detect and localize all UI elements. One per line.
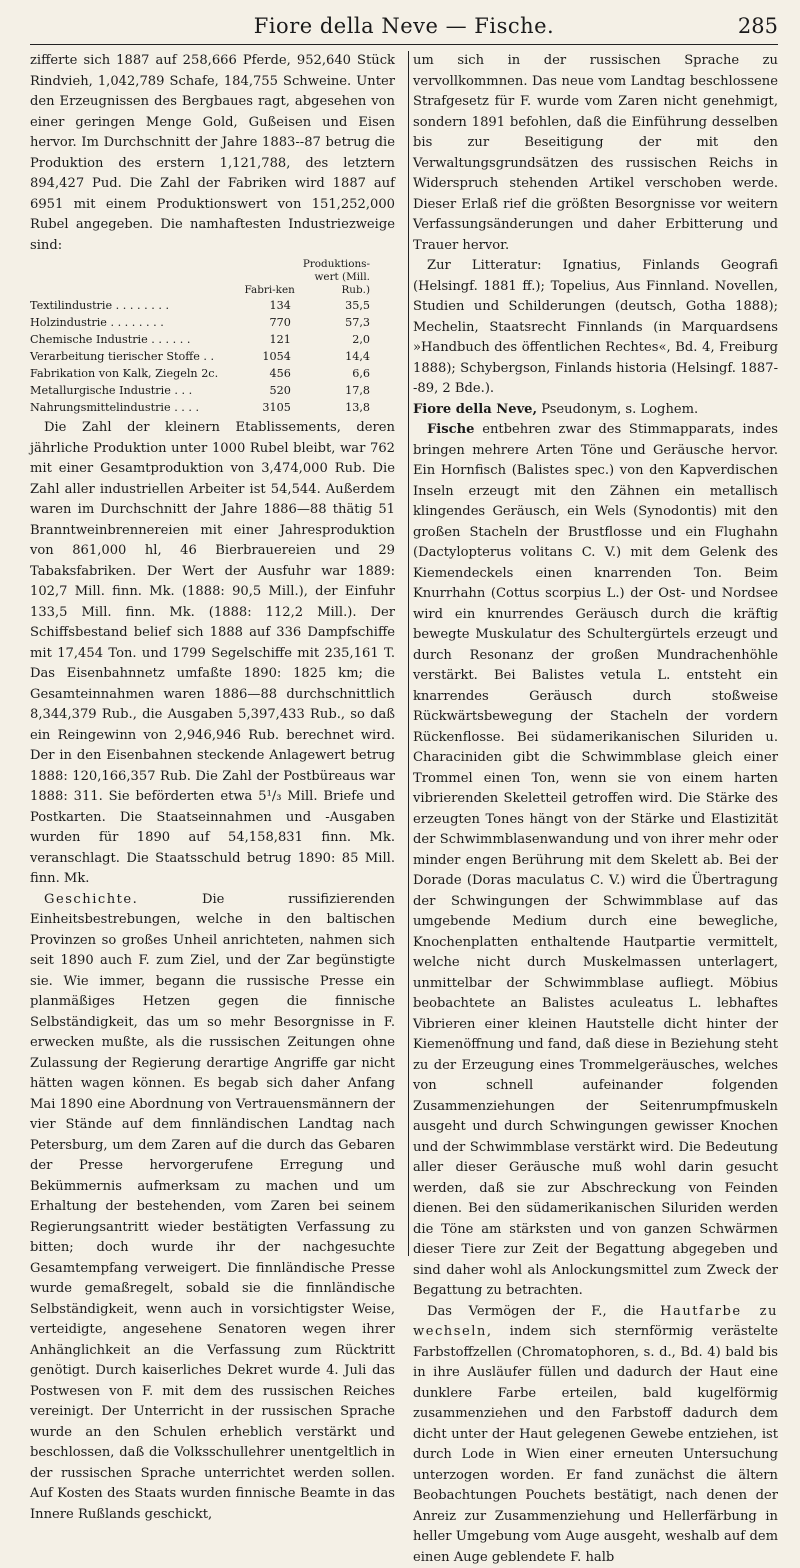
industry-table (30, 258, 370, 416)
header-produktionswert: Produktions-wert (Mill. Rub.) (303, 258, 370, 297)
running-header (30, 8, 778, 45)
paragraph-hautfarbe (413, 1302, 778, 1568)
production-value: 6,6 (303, 365, 370, 382)
paragraph-geschichte (30, 890, 395, 1526)
table-row (30, 365, 370, 382)
industry-name: Holzindustrie . . . . . . . . (30, 314, 243, 331)
paragraph-continuation: um sich in der russischen Sprache zu vervollkommnen. Das neue vom Landtag beschlossene Strafgesetz für F. wurde vom Zaren nicht genehmigt, sondern 1891 befohlen, daß die Einführung desselben bis zur Beseitigung der mit den Verwaltungsgrundsätzen des russischen Reichs in Widerspruch stehenden Artikel verschoben werde. Dieser Erlaß rief die größten Besorgnisse vor weitern Verfassungsänderungen und daher Erbitterung und Trauer hervor. (413, 51, 778, 256)
table-row (30, 348, 370, 365)
table-row (30, 399, 370, 416)
running-title: Fiore della Neve — Fische. (30, 14, 778, 38)
fabriken-count: 1054 (243, 348, 302, 365)
paragraph-litteratur: Zur Litteratur: Ignatius, Finlands Geografi (Helsingf. 1881 ff.); Topelius, Aus Finnland. Novellen, Studien und Schilderungen (deutsch, Gotha 1888); Mechelin, Staatsrecht Finnlands (in Marquardsens »Handbuch des öffentlichen Rechtes«, Bd. 4, Freiburg 1888); Schybergson, Finlands historia (Helsingf. 1887--89, 2 Bde.). (413, 256, 778, 400)
paragraph-text: , indem sich sternförmig verästelte Farbstoffzellen (Chromatophoren, s. d., Bd. 4) bald bis in ihre Ausläufer füllen und dadurch der Haut eine dunklere Farbe erteilen, bald kugelförmig zusammenziehen und den Farbstoff dadurch dem dicht unter der Haut gelegenen Gewebe entziehen, ist durch Lode in Wien einer erneuten Untersuchung unterzogen worden. Er fand zunächst die ältern Beobachtungen Pouchets bestätigt, nach denen der Anreiz zur Zusammenziehung und Hellerfärbung in heller Umgebung vom Auge ausgeht, weshalb auf dem einen Auge geblendete F. halb (413, 1324, 778, 1565)
two-column-body (30, 51, 778, 1256)
production-value: 2,0 (303, 331, 370, 348)
industry-name: Metallurgische Industrie . . . (30, 382, 243, 399)
industry-name: Nahrungsmittelindustrie . . . . (30, 399, 243, 416)
paragraph-production: zifferte sich 1887 auf 258,666 Pferde, 952,640 Stück Rindvieh, 1,042,789 Schafe, 184,755 Schweine. Unter den Erzeugnissen des Bergbaues ragt, abgesehen von einer geringen Menge Gold, Gußeisen und Eisen hervor. Im Durchschnitt der Jahre 1883--87 betrug die Produktion des erstern 1,121,788, des letztern 894,427 Pud. Die Zahl der Fabriken wird 1887 auf 6951 mit einem Produktionswert von 151,252,000 Rubel angegeben. Die namhaftesten Industriezweige sind: (30, 51, 395, 256)
left-column (30, 51, 395, 1256)
entry-text: entbehren zwar des Stimmapparats, indes bringen mehrere Arten Töne und Geräusche hervor. Ein Hornfisch (Balistes spec.) von den Kapverdischen Inseln erzeugt mit den Zähnen ein metallisch klingendes Geräusch, ein Wels (Synodontis) mit den großen Stacheln der Brustflosse und ein Flughahn (Dactylopterus volitans C. V.) mit dem Gelenk des Kiemendeckels einen knarrenden Ton. Beim Knurrhahn (Cottus scorpius L.) der Ost- und Nordsee wird ein knurrendes Geräusch durch die kräftig bewegte Muskulatur des Schultergürtels erzeugt und durch Resonanz der großen Mundrachenhöhle verstärkt. Bei Balistes vetula L. entsteht ein knarrendes Geräusch durch stoßweise Rückwärtsbewegung der Stacheln der vordern Rückenflosse. Bei südamerikanischen Siluriden u. Characiniden gibt die Schwimmblase gleich einer Trommel einen Ton, wenn sie von einem harten vibrierenden Skeletteil getroffen wird. Die Stärke des erzeugten Tones hängt von der Stärke und Elastizität der Schwimmblasenwandung und von ihrer mehr oder minder engen Berührung mit dem Skelett ab. Bei der Dorade (Doras maculatus C. V.) wird die Übertragung der Schwingungen der Schwimmblase auf das umgebende Medium durch eine bewegliche, Knochenplatten enthaltende Hautpartie vermittelt, welche nicht durch Muskelmassen unterlagert, unmittelbar der Schwimmblase aufliegt. Möbius beobachtete an Balistes aculeatus L. lebhaftes Vibrieren einer kleinen Hautstelle dicht hinter der Kiemenöffnung und fand, daß diese in Beziehung steht zu der Erzeugung eines Trommelgeräusches, welches von schnell aufeinander folgenden Zusammenziehungen der Seitenrumpfmuskeln ausgeht und durch Schwingungen gewisser Knochen und der Schwimmblase verstärkt wird. Die Bedeutung aller dieser Geräusche muß wohl darin gesucht werden, daß sie zur Abschreckung von Feinden dienen. Bei den südamerikanischen Siluriden werden die Töne am stärksten und von ganzen Schwärmen dieser Tiere zur Zeit der Begattung abgegeben und sind daher wohl als Anlockungsmittel zum Zweck der Begattung zu betrachten. (413, 422, 778, 1298)
column-divider (408, 51, 409, 1256)
fabriken-count: 121 (243, 331, 302, 348)
production-value: 35,5 (303, 297, 370, 314)
production-value: 17,8 (303, 382, 370, 399)
fabriken-count: 456 (243, 365, 302, 382)
industry-name: Chemische Industrie . . . . . . (30, 331, 243, 348)
fabriken-count: 3105 (243, 399, 302, 416)
industry-name: Fabrikation von Kalk, Ziegeln 2c. (30, 365, 243, 382)
industry-name: Verarbeitung tierischer Stoffe . . (30, 348, 243, 365)
table-row (30, 297, 370, 314)
paragraph-text: Das Vermögen der F., die (427, 1304, 660, 1319)
right-column (413, 51, 778, 1256)
table-row (30, 314, 370, 331)
entry-text: Pseudonym, s. Loghem. (537, 402, 698, 417)
entry-fiore-della-neve (413, 400, 778, 421)
production-value: 14,4 (303, 348, 370, 365)
page-number: 285 (738, 14, 778, 38)
header-fabriken: Fabri-ken (243, 258, 302, 297)
section-keyword: Hautfarbe zu wechseln (413, 1304, 778, 1340)
paragraph-text: Die russifizierenden Einheitsbestrebungen, welche in den baltischen Provinzen so großes Unheil anrichteten, nahmen sich seit 1890 auch F. zum Ziel, und der Zar begünstigte sie. Wie immer, begann die russische Presse ein planmäßiges Hetzen gegen die finnische Selbständigkeit, das um so mehr Besorgnisse in F. erwecken mußte, als die russischen Zeitungen ohne Zulassung der Regierung derartige Angriffe gar nicht hätten wagen können. Es begab sich daher Anfang Mai 1890 eine Abordnung von Vertrauensmännern der vier Stände auf dem finnländischen Landtag nach Petersburg, um dem Zaren auf die durch das Gebaren der Presse hervorgerufene Erregung und Bekümmernis aufmerksam zu machen und um Erhaltung der bestehenden, vom Zaren bei seinem Regierungsantritt wieder bestätigten Verfassung zu bitten; doch wurde ihr der nachgesuchte Gesamtempfang verweigert. Die finnländische Presse wurde gemaßregelt, sobald sie die finnländische Selbständigkeit, wenn auch in vorsichtigster Weise, verteidigte, angesehene Senatoren wegen ihrer Anhänglichkeit an die Verfassung zum Rücktritt genötigt. Durch kaiserliches Dekret wurde 4. Juli das Postwesen von F. mit dem des russischen Reiches vereinigt. Der Unterricht in der russischen Sprache wurde an den Schulen erheblich verstärkt und beschlossen, daß die Volksschullehrer unentgeltlich in der russischen Sprache unterrichtet werden sollen. Auf Kosten des Staats wurden finnische Beamte in das Innere Rußlands geschickt, (30, 892, 395, 1522)
industry-table-header (30, 258, 370, 297)
table-row (30, 382, 370, 399)
production-value: 13,8 (303, 399, 370, 416)
paragraph-economy: Die Zahl der kleinern Etablissements, deren jährliche Produktion unter 1000 Rubel bleibt, war 762 mit einer Gesamtproduktion von 3,474,000 Rub. Die Zahl aller industriellen Arbeiter ist 54,544. Außerdem waren im Durchschnitt der Jahre 1886—88 thätig 51 Branntweinbrennereien mit einer Jahresproduktion von 861,000 hl, 46 Bierbrauereien und 29 Tabaksfabriken. Der Wert der Ausfuhr war 1889: 102,7 Mill. finn. Mk. (1888: 90,5 Mill.), der Einfuhr 133,5 Mill. finn. Mk. (1888: 112,2 Mill.). Der Schiffsbestand belief sich 1888 auf 336 Dampfschiffe mit 17,454 Ton. und 1799 Segelschiffe mit 235,161 T. Das Eisenbahnnetz umfaßte 1890: 1825 km; die Gesamteinnahmen waren 1886—88 durchschnittlich 8,344,379 Rub., die Ausgaben 5,397,433 Rub., so daß ein Reingewinn von 2,946,946 Rub. berechnet wird. Der in den Eisenbahnen steckende Anlagewert betrug 1888: 120,166,357 Rub. Die Zahl der Postbüreaus war 1888: 311. Sie beförderten etwa 5¹/₃ Mill. Briefe und Postkarten. Die Staatseinnahmen und -Ausgaben wurden für 1890 auf 54,158,831 finn. Mk. veranschlagt. Die Staatsschuld betrug 1890: 85 Mill. finn. Mk. (30, 418, 395, 890)
entry-headword: Fiore della Neve, (413, 402, 537, 417)
production-value: 57,3 (303, 314, 370, 331)
fabriken-count: 770 (243, 314, 302, 331)
entry-headword: Fische (427, 422, 474, 437)
table-row (30, 331, 370, 348)
fabriken-count: 520 (243, 382, 302, 399)
entry-fische (413, 420, 778, 1302)
section-keyword: Geschichte. (44, 892, 138, 907)
industry-name: Textilindustrie . . . . . . . . (30, 297, 243, 314)
fabriken-count: 134 (243, 297, 302, 314)
